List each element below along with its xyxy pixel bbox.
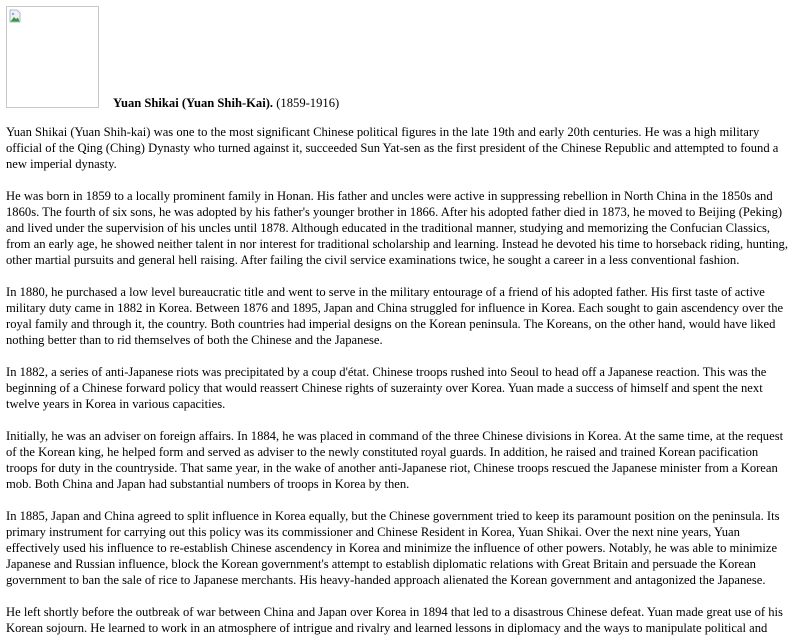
subject-dates: (1859-1916) (276, 96, 340, 110)
page-heading (113, 95, 339, 111)
paragraph-1885: In 1885, Japan and China agreed to split influence in Korea equally, but the Chinese government tried to keep its paramount position on the peninsula. Its primary instrument for carrying out this policy was its commissioner and Chinese Resident in Korea, Yuan Shikai. Over the next nine years, Yuan effectively used his influence to re-establish Chinese ascendency in Korea and minimize the influence of other powers. Notably, he was able to minimize Japanese and Russian influence, block the Korean government's attempt to establish diplomatic relations with Great Britain and persuade the Korean government to ban the sale of rice to Japanese merchants. His heavy-handed approach alienated the Korean government and antagonized the Japanese. (6, 509, 780, 587)
paragraph-1882: In 1882, a series of anti-Japanese riots was precipitated by a coup d'état. Chinese troops rushed into Seoul to head off a Japanese reaction. This was the beginning of a Chinese forward policy that would reassert Chinese rights of suzerainty over Korea. Yuan made a success of himself and spent the next twelve years in Korea in various capacities. (6, 365, 767, 411)
subject-name: Yuan Shikai (Yuan Shih-Kai). (113, 96, 274, 110)
paragraph-intro: Yuan Shikai (Yuan Shih-kai) was one to the most significant Chinese political figures in the late 19th and early 20th centuries. He was a high military official of the Qing (Ching) Dynasty who turned against it, succeeded Sun Yat-sen as the first president of the Chinese Republic and attempted to found a new imperial dynasty. (6, 125, 779, 171)
broken-image-icon (9, 9, 21, 23)
portrait-image (6, 6, 99, 108)
paragraph-war-1894: He left shortly before the outbreak of war between China and Japan over Korea in 1894 that led to a disastrous Chinese defeat. Yuan made great use of his Korean sojourn. He learned to work in an atmosphere of intrigue and rivalry and learned lessons in diplomacy and the ways to manipulate political and (6, 605, 783, 635)
paragraph-adviser: Initially, he was an adviser on foreign affairs. In 1884, he was placed in command of the three Chinese divisions in Korea. At the same time, at the request of the Korean king, he helped form and served as adviser to the newly constituted royal guards. In addition, he raised and trained Korean pacification troops for duty in the countryside. That same year, in the wake of another anti-Japanese riot, Chinese troops rescued the Japanese minister from a Korean mob. Both China and Japan had substantial numbers of troops in Korea by then. (6, 429, 784, 491)
paragraph-early-life: He was born in 1859 to a locally prominent family in Honan. His father and uncles were active in suppressing rebellion in North China in the 1850s and 1860s. The fourth of six sons, he was adopted by his father's younger brother in 1866. After his adopted father died in 1873, he moved to Beijing (Peking) and lived under the supervision of his uncles until 1878. Although educated in the traditional manner, studying and memorizing the Confucian Classics, from an early age, he showed neither talent in nor interest for traditional scholarship and learning. Instead he devoted his time to horseback riding, hunting, other martial pursuits and general hell raising. After failing the civil service examinations twice, he sought a career in a less conventional fashion. (6, 189, 788, 267)
paragraph-1880: In 1880, he purchased a low level bureaucratic title and went to serve in the military entourage of a friend of his adopted father. His first taste of active military duty came in 1882 in Korea. Between 1876 and 1895, Japan and China struggled for influence in Korea. Each sought to gain ascendency over the royal family and through it, the country. Both countries had imperial designs on the Korean peninsula. The Koreans, on the other hand, would have liked nothing better than to rid themselves of both the Chinese and the Japanese. (6, 285, 784, 347)
title-row (6, 6, 788, 108)
